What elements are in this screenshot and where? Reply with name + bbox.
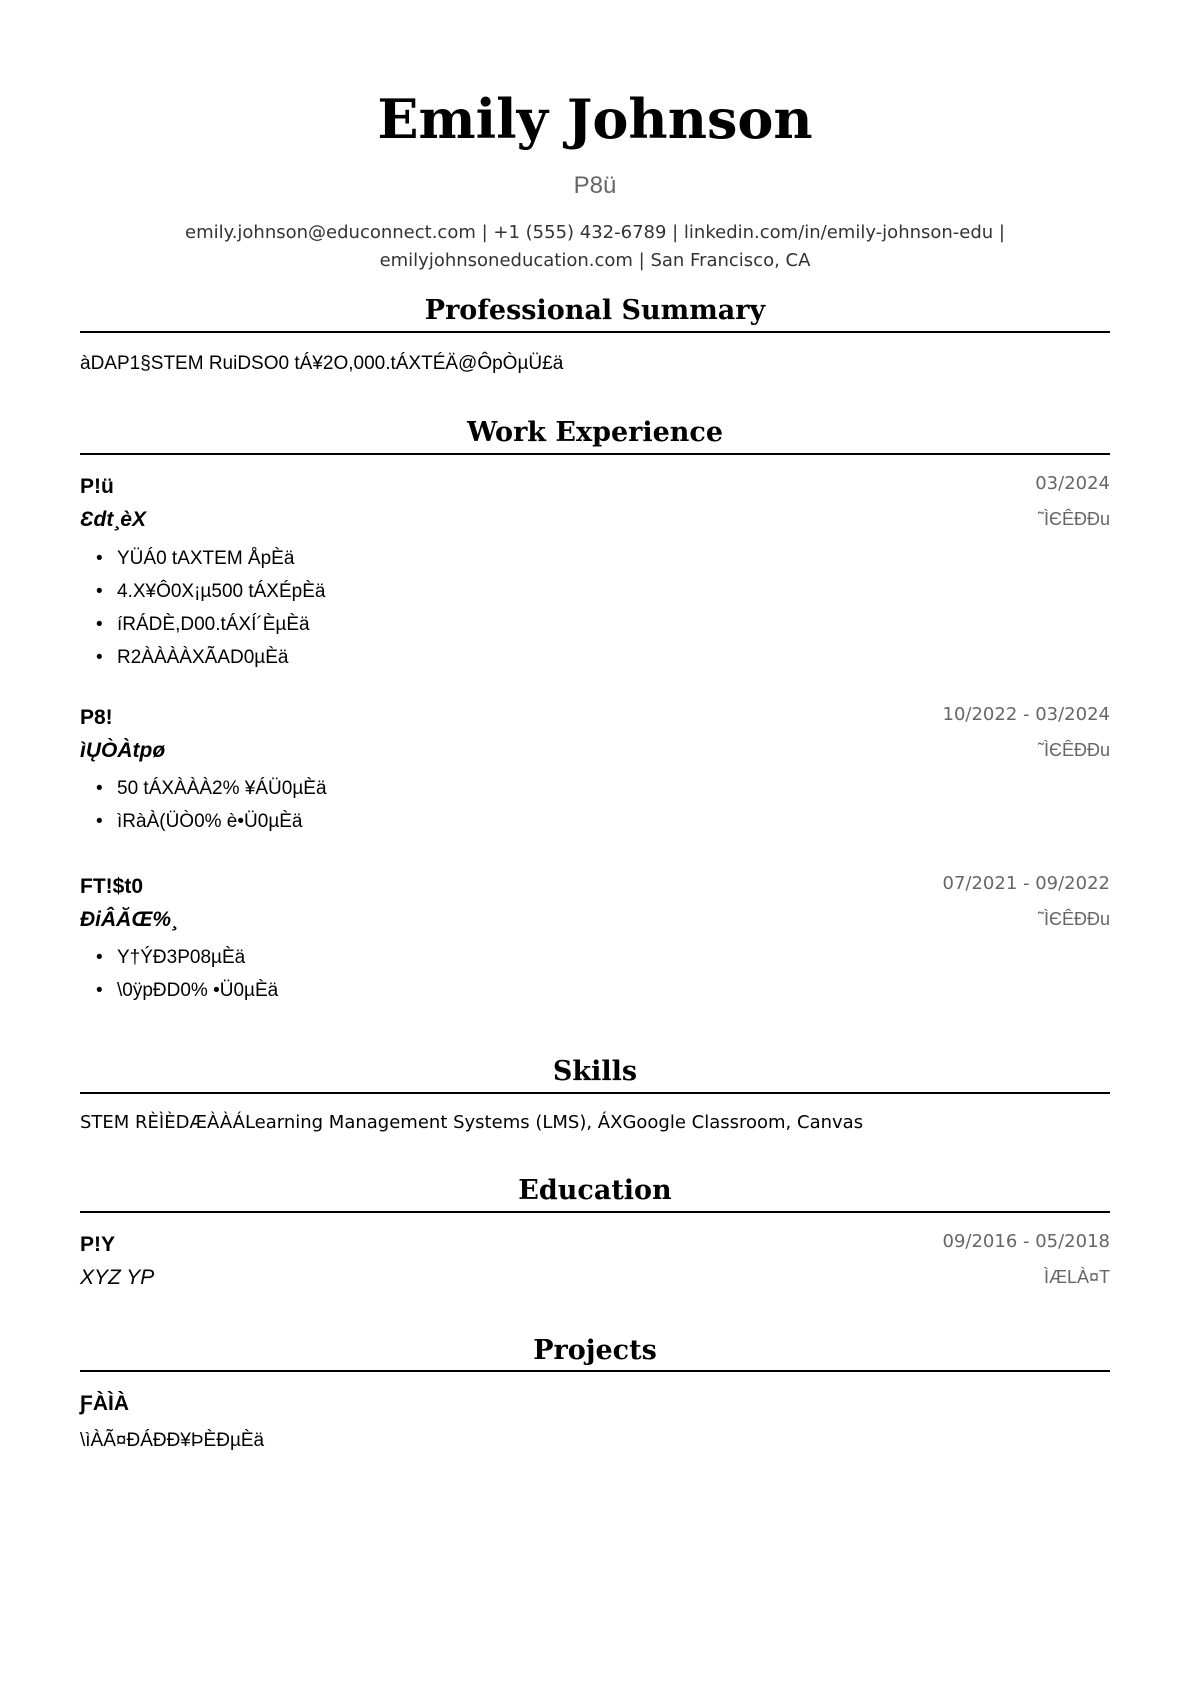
skills-text: STEM RÈÌÈDÆÀÀÁLearning Management Systems (LMS), ÁXGoogle Classroom, Canvas xyxy=(80,1112,864,1133)
experience-heading: Work Experience xyxy=(466,417,724,448)
job-date: 03/2024 xyxy=(1035,473,1110,494)
list-item: • Y†ÝÐ3P08µÈä xyxy=(80,945,278,978)
job-title: FT!$t0 xyxy=(80,875,143,898)
job-title: P8! xyxy=(80,706,113,729)
job-company: Ɛdt¸èX xyxy=(80,508,146,531)
job-title: P!ü xyxy=(80,475,114,498)
education-institution: XYZ YP xyxy=(80,1266,155,1289)
job-bullets xyxy=(80,546,325,678)
list-item: • 4.X¥Ô0X¡µ500 tÁXÉpÈä xyxy=(80,579,325,612)
experience-divider xyxy=(80,453,1110,455)
contact-info xyxy=(80,219,1110,275)
skills-divider xyxy=(80,1092,1110,1094)
education-degree: P!Y xyxy=(80,1233,116,1256)
education-location: ÌÆLÀ¤T xyxy=(1043,1267,1110,1287)
summary-divider xyxy=(80,331,1110,333)
resume-page xyxy=(80,0,1110,1683)
candidate-subtitle: P8ü xyxy=(573,172,617,199)
list-item: • \0ÿpÐD0% •Ü0µÈä xyxy=(80,978,278,1011)
candidate-name: Emily Johnson xyxy=(377,87,813,151)
job-date: 07/2021 - 09/2022 xyxy=(942,873,1110,894)
job-location: ˜ÌЄÊÐÐu xyxy=(1038,740,1110,760)
list-item: • YÜÁ0 tAXTEM ÅpÈä xyxy=(80,546,325,579)
job-bullets xyxy=(80,776,327,842)
contact-line-1: emily.johnson@educonnect.com | +1 (555) 432-6789 | linkedin.com/in/emily-johnson-edu | xyxy=(185,222,1005,243)
education-date: 09/2016 - 05/2018 xyxy=(942,1231,1110,1252)
projects-heading: Projects xyxy=(533,1335,657,1366)
project-name: ƑÀÌÀ xyxy=(80,1392,129,1415)
job-company: ìŲÒÀtpø xyxy=(80,739,166,762)
list-item: • R2ÀÀÀÀXÃAD0µÈä xyxy=(80,645,325,678)
job-company: ÐiÂĂŒ%¸ xyxy=(80,908,178,931)
list-item: • ìRàÀ(ÜÒ0% è•Ü0µÈä xyxy=(80,809,327,842)
education-heading: Education xyxy=(518,1175,672,1206)
job-location: ˜ÌЄÊÐÐu xyxy=(1038,509,1110,529)
skills-heading: Skills xyxy=(552,1056,638,1087)
summary-heading: Professional Summary xyxy=(424,295,766,326)
contact-line-2: emilyjohnsoneducation.com | San Francisco, CA xyxy=(379,250,811,271)
project-description: \ìÀÃ¤ÐÁÐÐ¥ÞÈÐµÈä xyxy=(80,1430,265,1451)
list-item: • 50 tÁXÀÀÀ2% ¥ÁÜ0µÈä xyxy=(80,776,327,809)
projects-divider xyxy=(80,1370,1110,1372)
summary-text: àDAP1§STEM RuiDSO0 tÁ¥2O,000.tÁXTÉÄ@ÔpÒµÜ£ä xyxy=(80,353,564,374)
list-item: • íRÁDÈ,D00.tÁXÍ´ÈµÈä xyxy=(80,612,325,645)
job-location: ˜ÌЄÊÐÐu xyxy=(1038,909,1110,929)
job-date: 10/2022 - 03/2024 xyxy=(942,704,1110,725)
education-divider xyxy=(80,1211,1110,1213)
job-bullets xyxy=(80,945,278,1011)
